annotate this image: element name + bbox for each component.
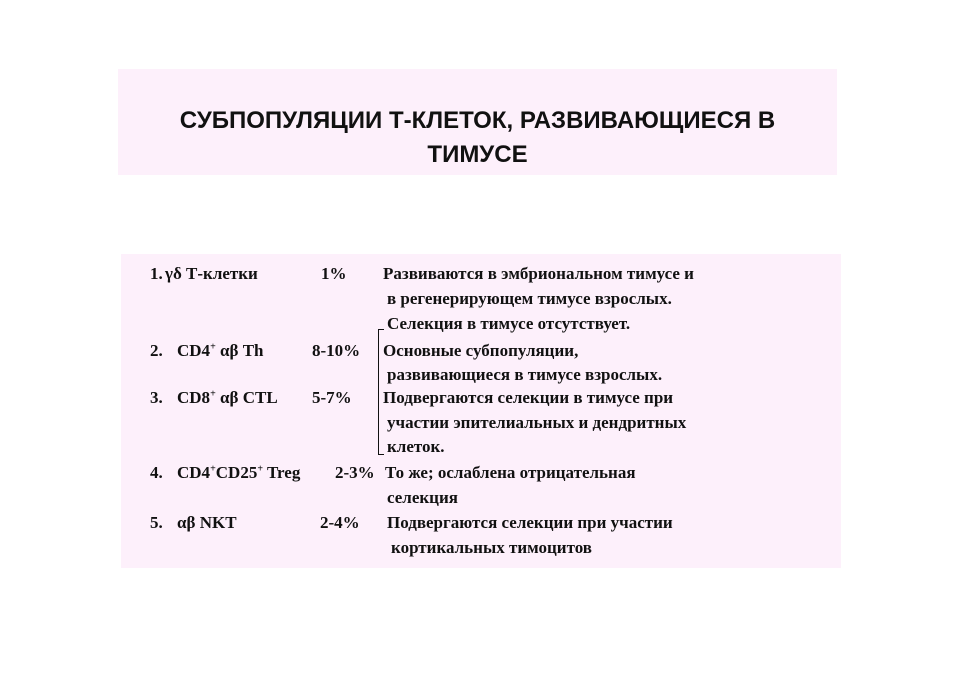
row-3-percent: 5-7% [312,388,352,407]
row-1-name: γδ Т-клетки [165,264,258,283]
row-3-desc-line-2: участии эпителиальных и дендритных [387,413,687,432]
row-1-percent: 1% [321,264,347,283]
row-3-number: 3. [150,388,163,407]
row-2-name: CD4+ αβ Th [177,341,264,360]
row-5-desc-line-2: кортикальных тимоцитов [391,538,592,557]
row-3-name: CD8+ αβ CTL [177,388,278,407]
row-2-desc-line-2: развивающиеся в тимусе взрослых. [387,365,663,384]
row-4-number: 4. [150,463,163,482]
row-1-desc-line-3: Селекция в тимусе отсутствует. [387,314,631,333]
content-panel [121,254,841,568]
row-4-desc-line-1: То же; ослаблена отрицательная [385,463,636,482]
row-2-percent: 8-10% [312,341,361,360]
row-1-desc-line-1: Развиваются в эмбриональном тимусе и [383,264,694,283]
title-panel [118,69,837,175]
row-4-percent: 2-3% [335,463,375,482]
row-5-number: 5. [150,513,163,532]
grouping-bracket [378,329,384,455]
row-1-number: 1. [150,264,163,283]
row-4-desc-line-2: селекция [387,488,458,507]
slide-title-line-1: СУБПОПУЛЯЦИИ Т-КЛЕТОК, РАЗВИВАЮЩИЕСЯ В [179,107,776,134]
row-2-number: 2. [150,341,163,360]
row-5-name: αβ NKT [177,513,237,532]
row-2-desc-line-1: Основные субпопуляции, [383,341,579,360]
row-5-desc-line-1: Подвергаются селекции при участии [387,513,673,532]
row-5-percent: 2-4% [320,513,360,532]
row-4-name: CD4+CD25+ Treg [177,463,301,482]
row-3-desc-line-1: Подвергаются селекции в тимусе при [383,388,674,407]
slide-title-line-2: ТИМУСЕ [427,141,528,168]
row-1-desc-line-2: в регенерирующем тимусе взрослых. [387,289,672,308]
row-3-desc-line-3: клеток. [387,437,445,456]
